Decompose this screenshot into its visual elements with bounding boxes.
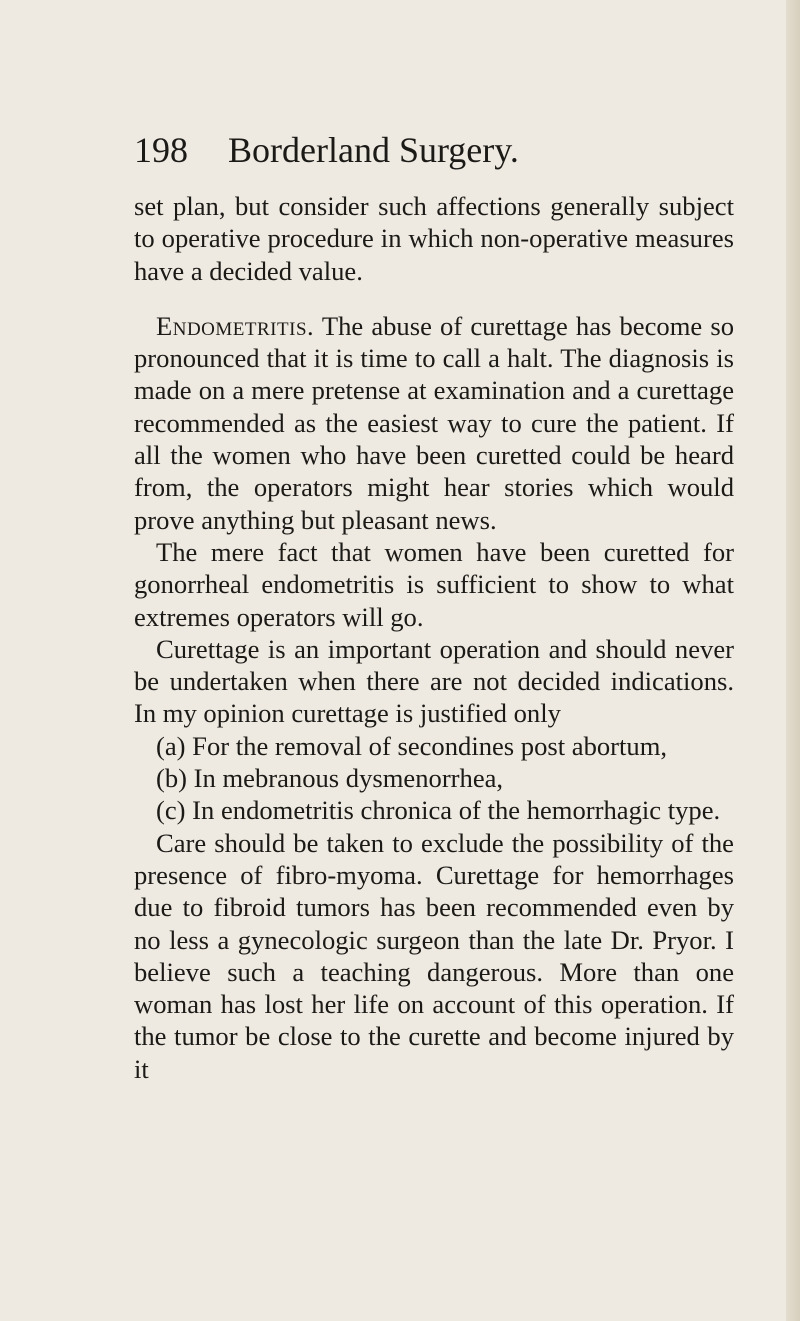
list-item-b: (b) In mebranous dysmenorrhea, xyxy=(156,763,504,794)
paragraph-endometritis xyxy=(134,310,734,536)
list-item-a: (a) For the removal of secondines post abortum, xyxy=(156,730,668,761)
paragraph-care: Care should be taken to exclude the possibility of the presence of fibro-myoma. Curettage for hemorrhages due to fibroid tumors has been recommended even by no less a gynecologic surgeon than the late Dr. Pryor. I believe such a teaching dangerous. More than one woman has lost her life on account of this operation. If the tumor be close to the curette and become injured by it xyxy=(134,827,734,1084)
running-title: Borderland Surgery. xyxy=(228,130,519,170)
section-heading: Endometritis. xyxy=(156,310,315,341)
list-item-c: (c) In endometritis chronica of the hemorrhagic type. xyxy=(156,795,721,826)
page-edge xyxy=(786,0,800,1321)
paragraph-continuation: set plan, but consider such affections generally subject to operative procedure in which non-operative measures have a decided value. xyxy=(134,191,734,286)
page-header xyxy=(134,128,654,172)
page-number: 198 xyxy=(134,130,188,170)
body-text xyxy=(134,190,734,1085)
paragraph-gonorrheal: The mere fact that women have been curetted for gonorrheal endometritis is sufficient to show to what extremes operators will go. xyxy=(134,536,734,632)
paragraph-curettage: Curettage is an important operation and should never be undertaken when there are not decided indications. In my opinion curettage is justified only xyxy=(134,633,734,729)
paragraph-text: The abuse of curettage has become so pronounced that it is time to call a halt. The diagnosis is made on a mere pretense at examination and a curettage recommended as the easiest way to cure the patient. If all the women who have been curetted could be heard from, the operators might hear stories which would prove anything but pleasant news. xyxy=(134,310,734,535)
